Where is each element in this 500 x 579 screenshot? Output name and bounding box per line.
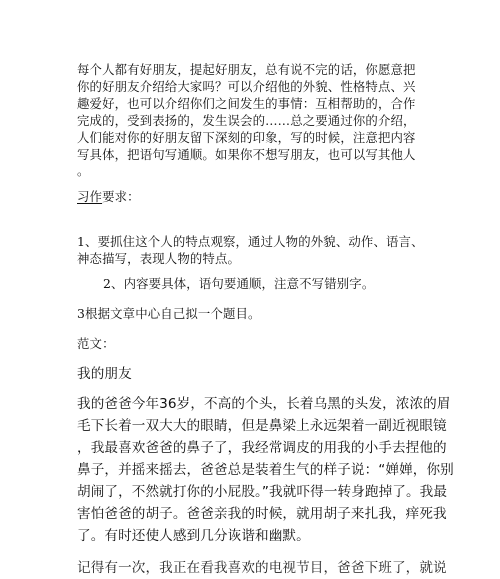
intro-line-6: 写具体，把语句写通顺。如果你不想写朋友，也可以写其他人 bbox=[77, 147, 416, 162]
sample-title: 我的朋友 bbox=[77, 366, 132, 382]
requirement-item-1-line-1: 1、要抓住这个人的特点观察，通过人物的外貌、动作、语言、 bbox=[77, 234, 424, 249]
sample-body-line-3: ，我最喜欢爸爸的鼻子了，我经常调皮的用我的小手去捏他的 bbox=[77, 440, 447, 456]
sample-body-line-5: 胡闹了，不然就打你的小屁股。”我就吓得一转身跑掉了。我最 bbox=[77, 484, 448, 500]
requirements-heading-underlined: 习作 bbox=[77, 189, 103, 204]
sample-body-cut-line: 记得有一次，我正在看我喜欢的电视节目，爸爸下班了，就说 bbox=[77, 560, 447, 576]
sample-body-line-2: 毛下长着一双大大的眼睛，但是鼻梁上永远架着一副近视眼镜 bbox=[77, 418, 447, 434]
requirements-heading bbox=[77, 188, 140, 205]
intro-line-5: 人们能对你的好朋友留下深刻的印象，写的时候，注意把内容 bbox=[77, 130, 416, 145]
intro-line-1: 每个人都有好朋友，提起好朋友，总有说不完的话，你愿意把 bbox=[77, 62, 416, 77]
requirement-item-3: 3根据文章中心自己拟一个题目。 bbox=[77, 306, 261, 321]
intro-line-4: 完成的，受到表扬的，发生误会的……总之要通过你的介绍， bbox=[77, 113, 416, 128]
requirement-item-1-line-2: 神态描写，表现人物的特点。 bbox=[77, 251, 241, 266]
sample-body-line-6: 害怕爸爸的胡子。爸爸亲我的时候，就用胡子来扎我，痒死我 bbox=[77, 506, 447, 522]
requirement-item-2: 2、内容要具体，语句要通顺，注意不写错别字。 bbox=[103, 276, 375, 291]
intro-line-2: 你的好朋友介绍给大家吗？可以介绍他的外貌、性格特点、兴 bbox=[77, 79, 416, 94]
sample-label: 范文： bbox=[77, 336, 115, 351]
sample-body-line-7: 了。有时还使人感到几分诙谐和幽默。 bbox=[77, 528, 310, 544]
sample-body-line-1: 我的爸爸今年36岁，不高的个头，长着乌黑的头发，浓浓的眉 bbox=[77, 396, 451, 412]
requirements-heading-rest: 要求： bbox=[102, 189, 140, 204]
sample-body-line-4: 鼻子，并摇来摇去，爸爸总是装着生气的样子说：“婵婵，你别 bbox=[77, 462, 454, 478]
intro-line-3: 趣爱好，也可以介绍你们之间发生的事情：互相帮助的，合作 bbox=[77, 96, 416, 111]
intro-line-7: 。 bbox=[77, 163, 90, 178]
